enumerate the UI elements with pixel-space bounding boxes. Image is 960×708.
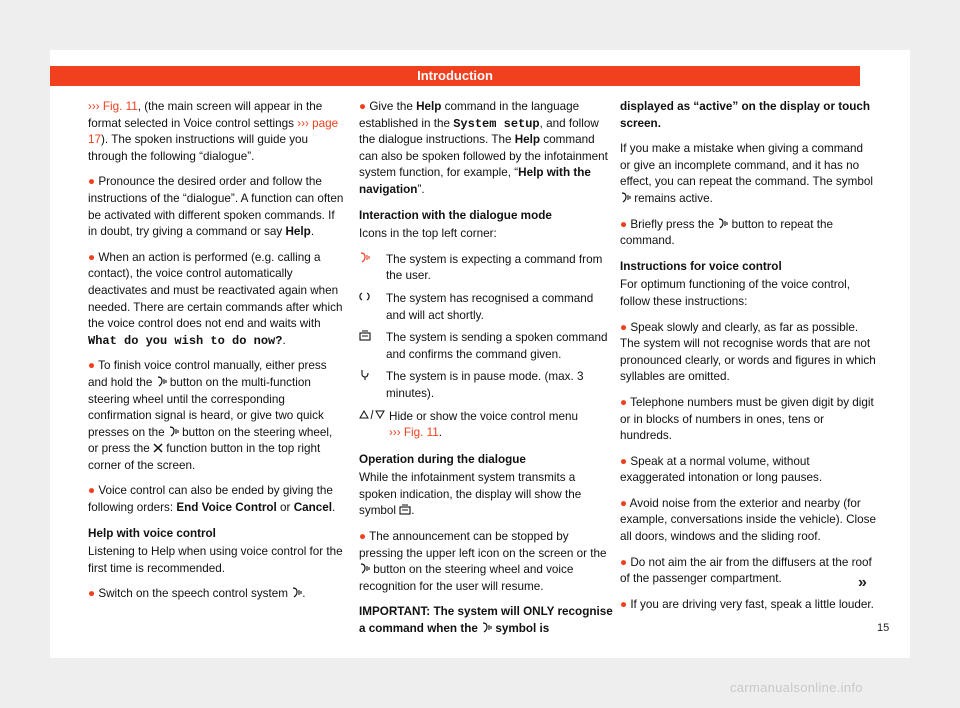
bullet-item: ● When an action is performed (e.g. calling a contact), the voice control automatically deactivates and must be reactivated again when needed. There are certain commands after which the voice control does not end and waits with What do you wish to do now?. bbox=[88, 250, 343, 348]
page-number: 15 bbox=[877, 622, 890, 634]
help-text: Listening to Help when using voice control for the first time is recommended. bbox=[88, 545, 343, 575]
fig-reference[interactable]: ››› Fig. 11 bbox=[389, 426, 439, 440]
voice-control-icon bbox=[291, 587, 302, 598]
voice-control-icon bbox=[359, 563, 370, 574]
voice-control-icon bbox=[717, 218, 728, 229]
voice-control-icon bbox=[481, 622, 492, 633]
bullet-item: ● If you are driving very fast, speak a little louder. bbox=[620, 597, 874, 611]
column-2 bbox=[359, 99, 615, 647]
interaction-text: Icons in the top left corner: bbox=[359, 227, 497, 241]
fig-reference[interactable]: ››› Fig. 11 bbox=[88, 100, 138, 113]
pause-icon bbox=[359, 369, 370, 381]
column-1 bbox=[88, 99, 344, 612]
voice-control-icon bbox=[168, 426, 179, 437]
bullet-item: ● Briefly press the button to repeat the command. bbox=[620, 217, 833, 248]
speaking-icon bbox=[399, 504, 411, 515]
bullet-item: ● Voice control can also be ended by giving the following orders: End Voice Control or Cancel. bbox=[88, 484, 336, 515]
section-header: Introduction bbox=[50, 66, 860, 86]
bullet-item: ● To finish voice control manually, either press and hold the button on the multi-function steering wheel until the corresponding confirmation signal is heard, or give two quick presses on the button on the steering wheel, or press the function button in the top right corner of the screen. bbox=[88, 359, 333, 472]
mistake-paragraph: If you make a mistake when giving a command or give an incomplete command, and it has no effect, you can repeat the command. The symbol remains active. bbox=[620, 142, 873, 205]
icon-row: The system is expecting a command from the user. bbox=[359, 252, 615, 285]
bullet-item: ● Speak slowly and clearly, as far as possible. The system will not recognise words that are not pronounced clearly, or words and figures in which syllables are omitted. bbox=[620, 320, 876, 384]
interaction-heading: Interaction with the dialogue mode bbox=[359, 208, 552, 222]
bullet-item: ● Switch on the speech control system . bbox=[88, 587, 306, 601]
voice-control-icon bbox=[156, 376, 167, 387]
bullet-item: ● Pronounce the desired order and follow the instructions of the “dialogue”. A function can often be activated with different spoken commands. If in doubt, try giving a command or say Help. bbox=[88, 175, 344, 239]
intro-paragraph: ››› Fig. 11, (the main screen will appear in the format selected in Voice control settings ››› page 17). The spoken instructions will guide you through the following “dialogue”. bbox=[88, 100, 339, 163]
bullet-item: ● Speak at a normal volume, without exaggerated intonation or long pauses. bbox=[620, 454, 823, 485]
speaking-icon bbox=[359, 330, 371, 341]
watermark: carmanualsonline.info bbox=[730, 680, 863, 695]
recognised-icon bbox=[359, 291, 370, 302]
help-heading: Help with voice control bbox=[88, 526, 216, 540]
close-icon bbox=[153, 443, 163, 453]
instructions-heading: Instructions for voice control bbox=[620, 259, 782, 273]
listening-icon bbox=[359, 252, 370, 264]
bullet-item: ● Give the Help command in the language established in the System setup, and follow the dialogue instructions. The Help command can also be spoken followed by the infotainment system function, for example, “Help with the navigation”. bbox=[359, 100, 608, 196]
icon-row: The system is in pause mode. (max. 3 minutes). bbox=[359, 369, 615, 402]
icon-row: The system is sending a spoken command and confirms the command given. bbox=[359, 330, 615, 363]
operation-heading: Operation during the dialogue bbox=[359, 452, 526, 466]
bullet-item: ● The announcement can be stopped by pressing the upper left icon on the screen or the button on the steering wheel and voice recognition for the user will resume. bbox=[359, 530, 607, 593]
important-note-cont: displayed as “active” on the display or touch screen. bbox=[620, 100, 871, 130]
instructions-text: For optimum functioning of the voice control, follow these instructions: bbox=[620, 278, 850, 308]
bullet-item: ● Avoid noise from the exterior and nearby (for example, conversations inside the vehicle). Close all doors, windows and the sliding roof. bbox=[620, 496, 876, 544]
operation-text: While the infotainment system transmits a spoken indication, the display will show the symbol . bbox=[359, 471, 582, 518]
bullet-item: ● Do not aim the air from the diffusers at the roof of the passenger compartment. bbox=[620, 555, 872, 586]
icon-row: Hide or show the voice control menu ››› Fig. 11. bbox=[359, 409, 615, 442]
icon-row: The system has recognised a command and will act shortly. bbox=[359, 291, 615, 324]
column-3 bbox=[620, 99, 876, 622]
bullet-item: ● Telephone numbers must be given digit by digit or in blocks of numbers in ones, tens or hundreds. bbox=[620, 395, 874, 443]
menu-toggle-icon bbox=[359, 409, 385, 420]
important-note: IMPORTANT: The system will ONLY recognise a command when the symbol is bbox=[359, 605, 613, 636]
voice-control-icon bbox=[620, 192, 631, 203]
page-reference[interactable]: ››› page 17 bbox=[88, 116, 339, 147]
continue-mark: » bbox=[858, 574, 867, 591]
